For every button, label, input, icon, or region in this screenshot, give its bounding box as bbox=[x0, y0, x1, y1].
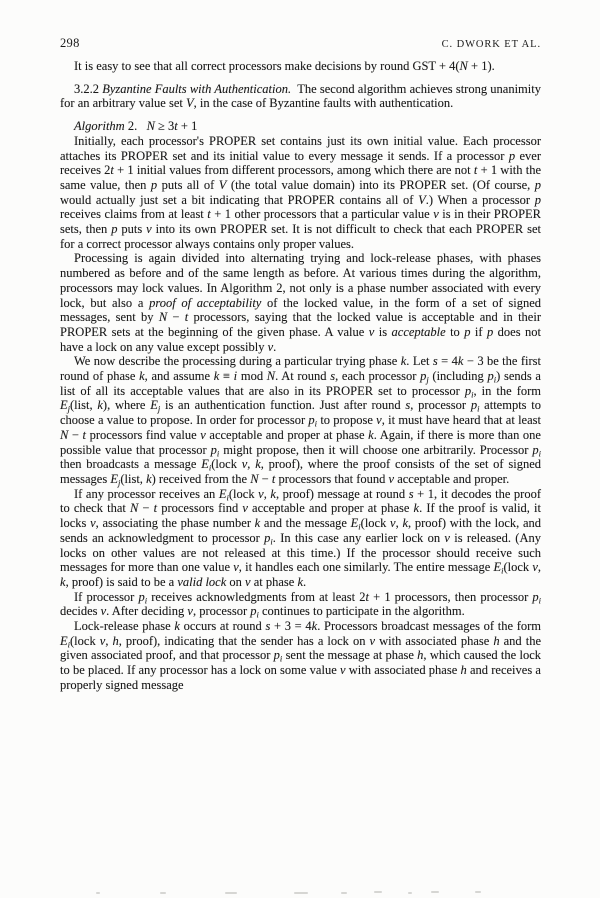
scan-artifact bbox=[475, 891, 481, 893]
section-heading-3-2-2: 3.2.2 Byzantine Faults with Authentication. The second algorithm achieves strong unanimity for an arbitrary value set V, in the case of Byzantine faults with authentication. bbox=[60, 81, 541, 111]
scan-artifact bbox=[408, 892, 412, 894]
page-number: 298 bbox=[60, 36, 80, 50]
paragraph-proper-sets: Initially, each processor's PROPER set contains just its own initial value. Each processor attaches its PROPER set and its initial value to every message it sends. If a processor p ever receives 2t + 1 initial values from different processors, among which there are not t + 1 with the same value, then p puts all of V (the total value domain) into its PROPER set. (Of course, p would actually just set a bit indicating that PROPER contains all of V.) When a processor p receives claims from at least t + 1 other processors that a particular value v is in their PROPER sets, then p puts v into its own PROPER set. It is not difficult to check that each PROPER set for a correct processor always contains only proper values. bbox=[60, 133, 542, 251]
scan-artifact bbox=[96, 892, 100, 894]
article-body bbox=[60, 59, 541, 693]
paragraph-lock-message: If any processor receives an $E_i(lock$ v, k, proof) message at round s + 1, it decodes the proof to check that N − t processors find v acceptable and proper at phase k. If the proof is valid, it locks v, associating the phase number k and the message $E_i(lock$ v, k, proof) with the lock, and sends an acknowledgment to processor $p_i$. In this case any earlier lock on v is released. (Any locks on other values are not released at this time.) If the processor should receive such messages for more than one value v, it handles each one similarly. The entire message $E_i(lock$ v, k, proof) is said to be a valid lock on v at phase k. bbox=[60, 486, 542, 589]
paragraph-lock-release: Lock-release phase k occurs at round s + 3 = 4k. Processors broadcast messages of the form $E_i(lock$ v, h, proof), indicating that the sender has a lock on v with associated phase h and the given associated proof, and that processor $p_i$ sent the message at phase h, which caused the lock to be placed. If any processor has a lock on some value v with associated phase h and receives a properly signed message bbox=[60, 619, 541, 692]
paragraph-processing-phases: Processing is again divided into alternating trying and lock-release phases, with phases numbered as before and of the same length as before. At various times during the algorithm, processors may lock values. In Algorithm 2, not only is a phase number associated with every lock, but also a proof of acceptability of the locked value, in the form of a set of signed messages, sent by N − t processors, saying that the locked value is acceptable and in their PROPER sets at the beginning of the given phase. A value v is acceptable to p if p does not have a lock on any value except possibly v. bbox=[60, 251, 541, 354]
running-head: C. DWORK ET AL. bbox=[441, 39, 541, 50]
scan-artifact bbox=[431, 891, 439, 893]
scan-artifact bbox=[225, 892, 237, 894]
algorithm-2-heading: Algorithm 2. N ≥ 3t + 1 bbox=[74, 119, 198, 134]
scan-artifact bbox=[341, 892, 347, 894]
paragraph-decide: If processor $p_i$ receives acknowledgments from at least 2t + 1 processors, then processor $p_i$ decides v. After deciding v, processor $p_i$ continues to participate in the algorithm. bbox=[60, 589, 541, 620]
paragraph-trying-phase: We now describe the processing during a particular trying phase k. Let s = 4k − 3 be the first round of phase k, and assume k ≡ i mod N. At round s, each processor $p_j$ (including $p_i$) sends a list of all its acceptable values that are also in its PROPER set to processor $p_i$, in the form $E_j(list$, k), where $E_j$ is an authentication function. Just after round s, processor $p_i$ attempts to choose a value to propose. In order for processor $p_i$ to propose v, it must have heard that at least N − t processors find value v acceptable and proper at phase k. Again, if there is more than one possible value that processor $p_i$ might propose, then it will choose one arbitrarily. Processor $p_i$ then broadcasts a message $E_i(lock$ v, k, proof), where the proof consists of the set of signed messages $E_j(list$, k) received from the N − t processors that found v acceptable and proper. bbox=[60, 354, 542, 488]
scan-artifact bbox=[374, 891, 382, 893]
scan-artifact bbox=[294, 892, 308, 894]
scan-artifact bbox=[160, 892, 166, 894]
paragraph-intro: It is easy to see that all correct processors make decisions by round GST + 4(N + 1). bbox=[74, 59, 495, 73]
page-header bbox=[60, 36, 541, 51]
